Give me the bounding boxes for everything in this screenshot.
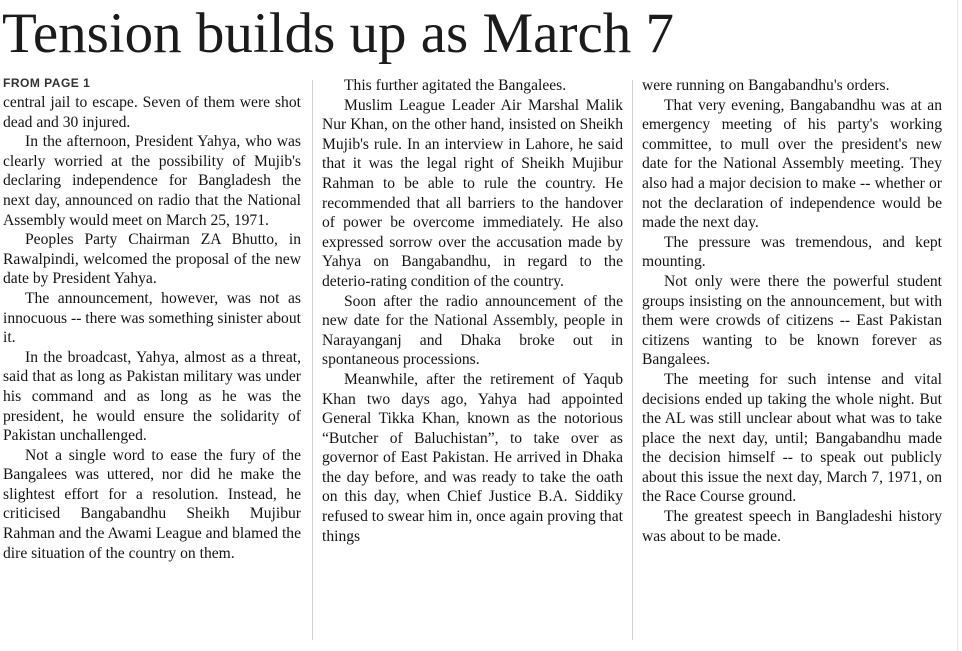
article-paragraph: The pressure was tremendous, and kept mounting.	[642, 233, 942, 271]
article-column-2	[322, 76, 623, 546]
article-paragraph: Muslim League Leader Air Marshal Malik Nur Khan, on the other hand, insisted on Sheikh Mujib's rule. In an interview in Lahore, he said that it was the legal right of Sheikh Mujibur Rahman to be able to rule the country. He recommended that all barriers to the handover of power be overcome immediately. He also expressed sorrow over the accusation made by Yahya on Bangabandhu, in regard to the deterio-rating condition of the country.	[322, 96, 623, 290]
article-paragraph: In the broadcast, Yahya, almost as a threat, said that as long as Pakistan military was under his command and as long as he was the president, he would ensure the solidarity of Pakistan unchallenged.	[3, 348, 301, 445]
article-paragraph: Not only were there the powerful student groups insisting on the announcement, but with them were crowds of citizens -- East Pakistan citizens wanting to be known forever as Bangalees.	[642, 272, 942, 369]
column-divider	[632, 80, 633, 640]
article-paragraph: central jail to escape. Seven of them were shot dead and 30 injured.	[3, 94, 301, 131]
article-paragraph: Peoples Party Chairman ZA Bhutto, in Rawalpindi, welcomed the proposal of the new date by President Yahya.	[3, 231, 301, 288]
article-paragraph: Not a single word to ease the fury of the Bangalees was uttered, nor did he make the slightest effort for a resolution. Instead, he criticised Bangabandhu Sheikh Mujibur Rahman and the Awami League and blamed the dire situation of the country on them.	[3, 446, 301, 562]
article-column-1	[3, 76, 301, 563]
article-paragraph: The greatest speech in Bangladeshi history was about to be made.	[642, 508, 942, 545]
continuation-kicker: FROM PAGE 1	[3, 76, 91, 90]
column-divider	[312, 80, 313, 640]
headline: Tension builds up as March 7	[2, 2, 675, 65]
article-paragraph: were running on Bangabandhu's orders.	[642, 77, 890, 94]
article-paragraph: That very evening, Bangabandhu was at an emergency meeting of his party's working committee, to mull over the president's new date for the National Assembly meeting. They also had a major decision to make -- whether or not the declaration of independence would be made the next day.	[642, 96, 942, 232]
article-column-3	[642, 76, 942, 546]
article-paragraph: Soon after the radio announcement of the new date for the National Assembly, people in Narayanganj and Dhaka broke out in spontaneous processions.	[322, 292, 623, 369]
article-paragraph: In the afternoon, President Yahya, who was clearly worried at the possibility of Mujib's declaring independence for Bangladesh the next day, announced on radio that the National Assembly would meet on March 25, 1971.	[3, 133, 301, 229]
article-paragraph: The announcement, however, was not as innocuous -- there was something sinister about it.	[3, 289, 301, 347]
article-paragraph: The meeting for such intense and vital decisions ended up taking the whole night. But the AL was still unclear about what was to take place the next day, until; Bangabandhu made the decision himself -- to speak out publicly about this issue the next day, March 7, 1971, on the Race Course ground.	[642, 370, 942, 506]
page-edge	[957, 0, 958, 651]
article-paragraph: This further agitated the Bangalees.	[344, 77, 567, 94]
article-paragraph: Meanwhile, after the retirement of Yaqub Khan two days ago, Yahya had appointed General Tikka Khan, known as the notorious “Butcher of Baluchistan”, to take over as governor of East Pakistan. He arrived in Dhaka the day before, and was ready to take the oath on this day, when Chief Justice B.A. Siddiky refused to swear him in, once again proving that things	[322, 370, 623, 545]
